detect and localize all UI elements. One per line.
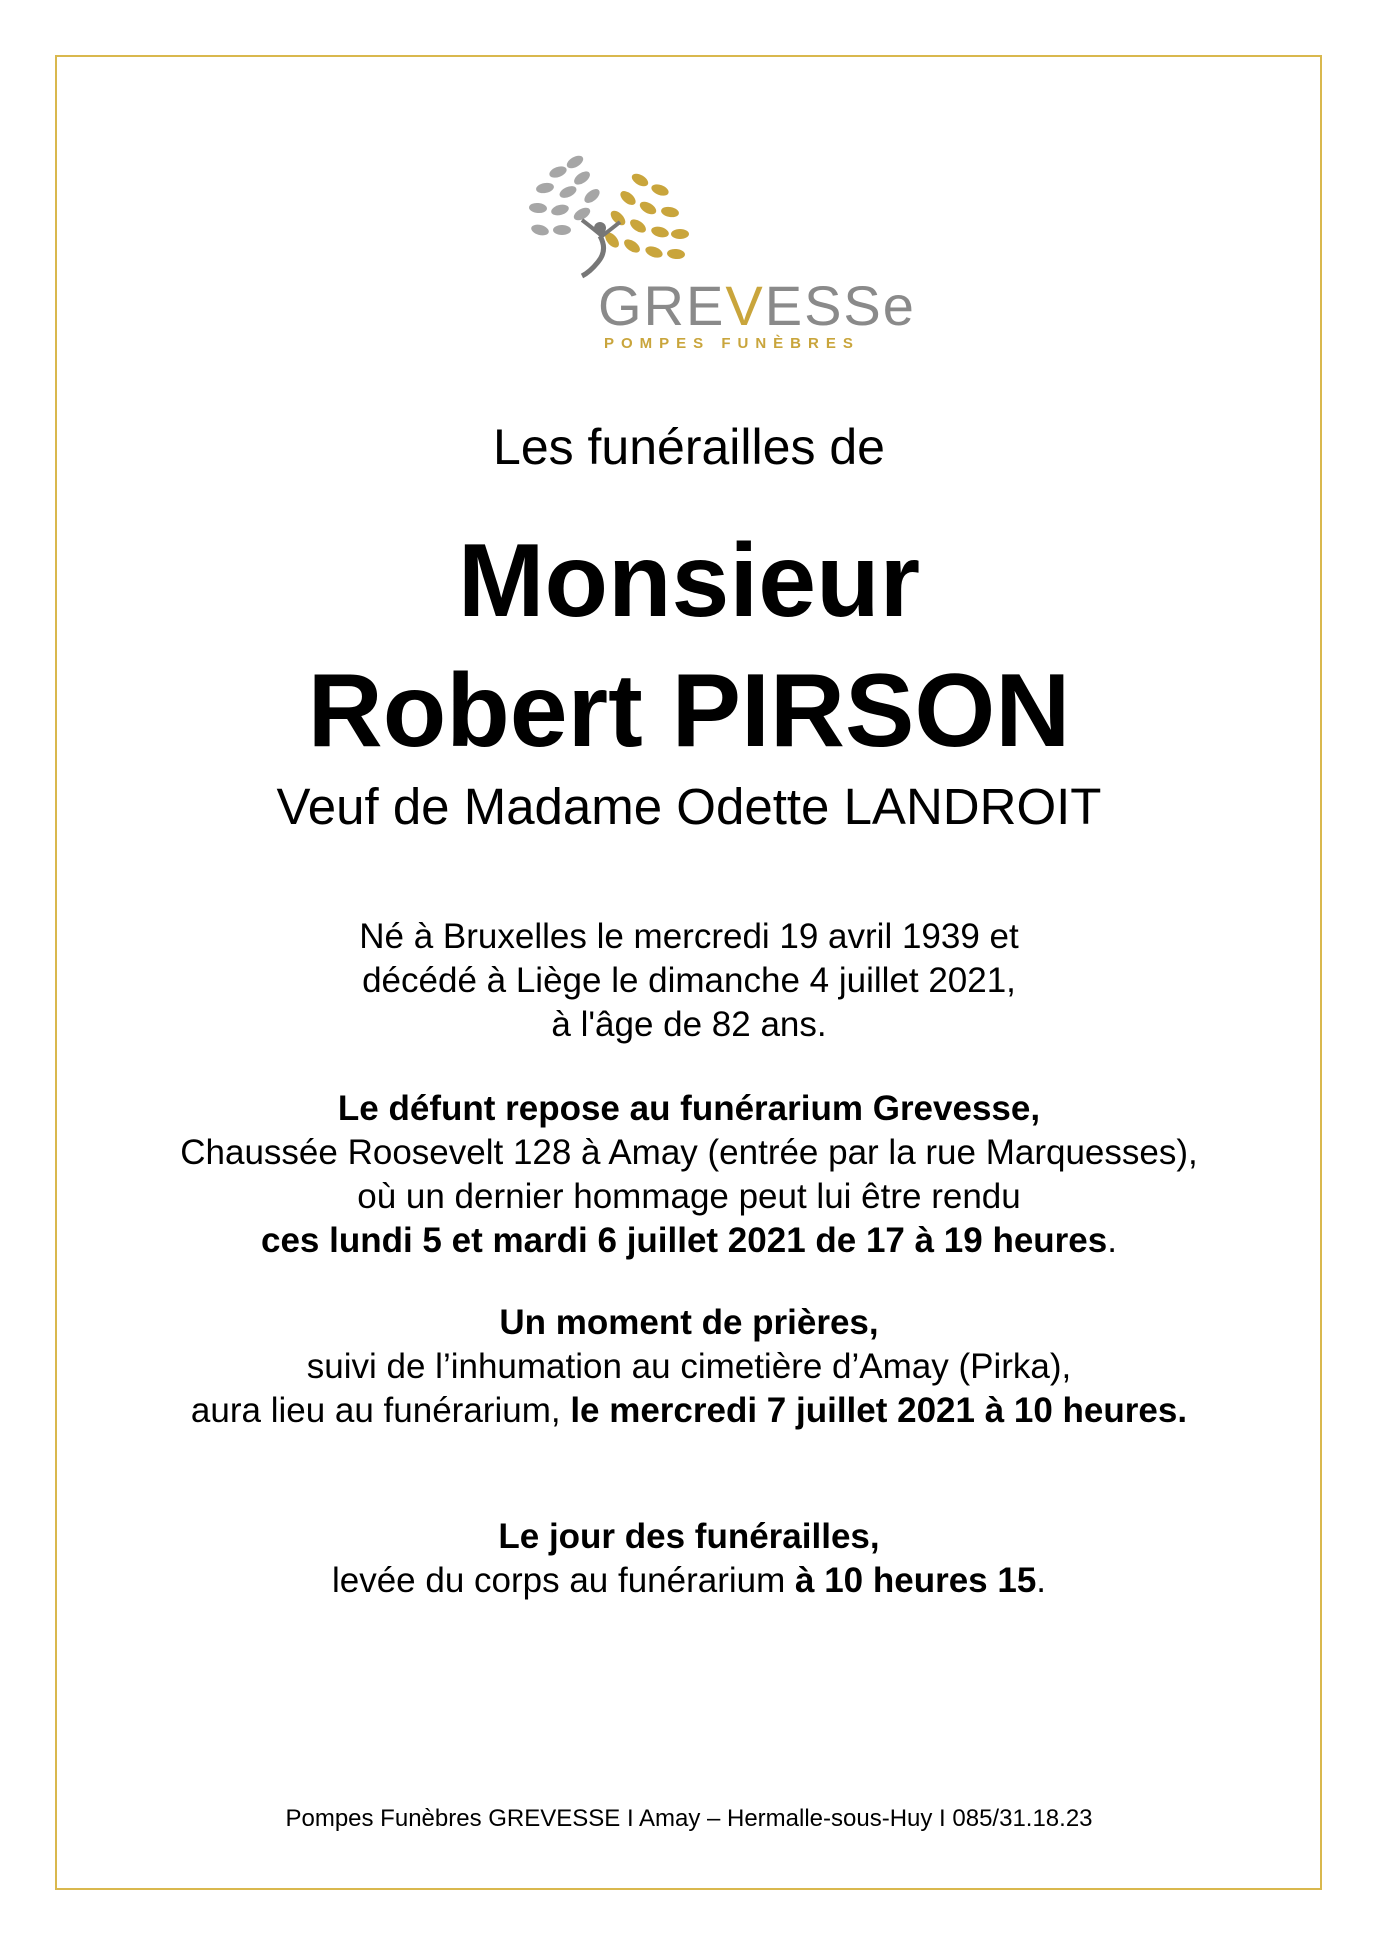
grevesse-logo bbox=[520, 150, 916, 352]
footer-contact: Pompes Funèbres GREVESSE I Amay – Hermalle-sous-Huy I 085/31.18.23 bbox=[285, 1805, 1093, 1832]
burial-line: suivi de l’inhumation au cimetière d’Amay (Pirka), bbox=[306, 1347, 1072, 1386]
widow-line: Veuf de Madame Odette LANDROIT bbox=[276, 778, 1102, 835]
logo-subtitle: POMPES FUNÈBRES bbox=[604, 335, 860, 352]
viewing-dates-line: ces lundi 5 et mardi 6 juillet 2021 de 17 à 19 heures. bbox=[261, 1221, 1117, 1260]
deceased-name: Robert PIRSON bbox=[307, 653, 1071, 769]
viewing-paragraph bbox=[0, 1087, 1378, 1263]
ceremony-paragraph bbox=[0, 1301, 1378, 1433]
funeral-day-heading: Le jour des funérailles, bbox=[498, 1517, 880, 1556]
funeral-day-paragraph bbox=[0, 1515, 1378, 1603]
deceased-title: Monsieur bbox=[457, 523, 921, 639]
birth-death-paragraph bbox=[0, 915, 1378, 1047]
funerarium-address: Chaussée Roosevelt 128 à Amay (entrée par la rue Marquesses), bbox=[180, 1133, 1198, 1172]
birth-line: Né à Bruxelles le mercredi 19 avril 1939 et bbox=[359, 917, 1019, 956]
viewing-heading: Le défunt repose au funérarium Grevesse, bbox=[337, 1089, 1041, 1128]
viewing-text: où un dernier hommage peut lui être rendu bbox=[357, 1177, 1021, 1216]
ceremony-date-line: aura lieu au funérarium, le mercredi 7 juillet 2021 à 10 heures. bbox=[190, 1391, 1188, 1430]
death-line: décédé à Liège le dimanche 4 juillet 2021, bbox=[362, 961, 1016, 1000]
logo-wordmark: GREVESSe bbox=[598, 274, 916, 337]
viewing-dates: ces lundi 5 et mardi 6 juillet 2021 de 17 à 19 heures bbox=[261, 1221, 1108, 1260]
ceremony-date: le mercredi 7 juillet 2021 à 10 heures. bbox=[570, 1391, 1188, 1430]
age-line: à l'âge de 82 ans. bbox=[551, 1005, 827, 1044]
ceremony-heading: Un moment de prières, bbox=[499, 1303, 879, 1342]
intro-line: Les funérailles de bbox=[493, 419, 885, 475]
body-lifting-time: à 10 heures 15 bbox=[795, 1561, 1037, 1600]
body-lifting-line: levée du corps au funérarium à 10 heures 15. bbox=[331, 1561, 1047, 1600]
tree-figure-icon bbox=[520, 150, 880, 280]
